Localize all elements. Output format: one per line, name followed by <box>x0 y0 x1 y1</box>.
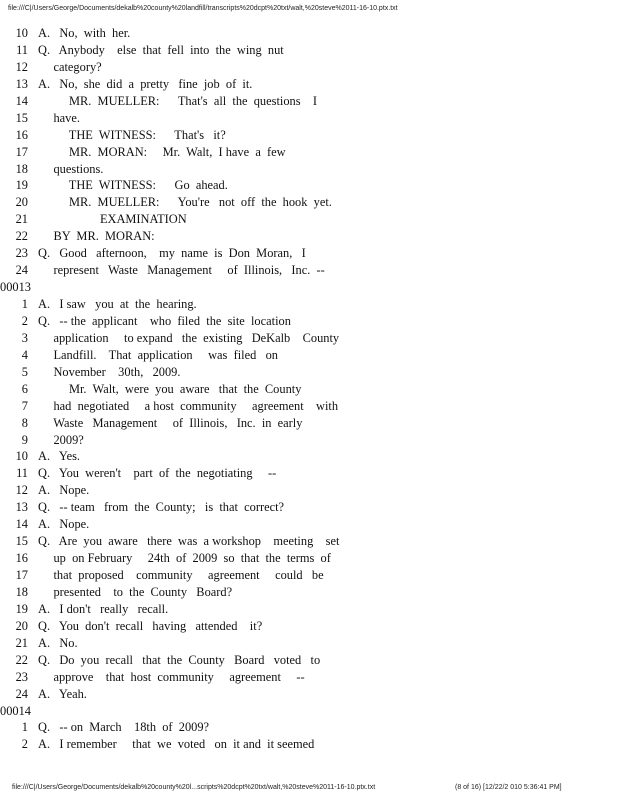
line-number: 2 <box>21 737 28 752</box>
transcript-line <box>12 110 612 127</box>
transcript-line <box>12 76 612 93</box>
page-number-marker: 00013 <box>0 280 31 295</box>
transcript-line <box>12 127 612 144</box>
transcript-line <box>12 499 612 516</box>
line-text: EXAMINATION <box>38 212 187 227</box>
transcript-body <box>0 25 612 753</box>
line-text: Waste Management of Illinois, Inc. in early <box>38 415 303 430</box>
transcript-line <box>12 533 612 550</box>
transcript-line <box>12 381 612 398</box>
line-text: THE WITNESS: Go ahead. <box>38 178 228 193</box>
line-text: Q. -- the applicant who filed the site location <box>38 313 291 328</box>
line-number: 21 <box>15 212 28 227</box>
line-text: Landfill. That application was filed on <box>38 347 278 362</box>
transcript-line <box>12 245 612 262</box>
transcript-line <box>12 42 612 59</box>
line-number: 14 <box>15 93 28 108</box>
transcript-line <box>12 652 612 669</box>
line-number: 22 <box>15 229 28 244</box>
transcript-line <box>12 686 612 703</box>
line-number: 14 <box>15 517 28 532</box>
transcript-line <box>12 59 612 76</box>
transcript-line <box>12 228 612 245</box>
transcript-line <box>12 262 612 279</box>
line-number: 16 <box>15 127 28 142</box>
line-text: A. I saw you at the hearing. <box>38 297 197 311</box>
transcript-line <box>12 194 612 211</box>
line-number: 20 <box>15 195 28 210</box>
line-number: 12 <box>15 483 28 498</box>
transcript-line <box>12 330 612 347</box>
transcript-line <box>12 516 612 533</box>
line-number: 19 <box>15 178 28 193</box>
line-text: Q. Do you recall that the County Board voted to <box>38 652 321 667</box>
line-number: 24 <box>15 263 28 278</box>
transcript-line <box>12 177 612 194</box>
line-number: 2 <box>21 313 28 328</box>
line-number: 17 <box>15 144 28 159</box>
line-text: Q. -- team from the County; is that correct? <box>38 500 285 515</box>
transcript-line <box>12 313 612 330</box>
file-path-header: file:///C|/Users/George/Documents/dekalb%20county%20landfill/transcripts%20dcpt%20txt/walt,%20steve%2011-16-10.ptx.txt <box>8 5 398 12</box>
transcript-line <box>12 567 612 584</box>
line-text: category? <box>38 59 102 74</box>
line-text: A. No, she did a pretty fine job of it. <box>38 76 253 91</box>
line-number: 5 <box>21 364 28 379</box>
line-text: represent Waste Management of Illinois, Inc. -- <box>38 263 325 278</box>
line-number: 1 <box>21 297 28 311</box>
transcript-line <box>12 669 612 686</box>
transcript-line <box>12 482 612 499</box>
transcript-line <box>12 719 612 736</box>
line-number: 23 <box>15 246 28 261</box>
line-text: presented to the County Board? <box>38 584 233 599</box>
line-text: A. No, with her. <box>38 26 131 40</box>
line-text: had negotiated a host community agreement with <box>38 398 339 413</box>
transcript-line <box>12 550 612 567</box>
line-text: A. Yeah. <box>38 686 87 701</box>
line-text: Q. Anybody else that fell into the wing nut <box>38 42 284 57</box>
line-text: Q. -- on March 18th of 2009? <box>38 720 210 735</box>
transcript-line <box>12 432 612 449</box>
transcript-line <box>12 25 612 42</box>
line-number: 20 <box>15 618 28 633</box>
transcript-line <box>12 584 612 601</box>
line-text: BY MR. MORAN: <box>38 229 155 244</box>
line-text: 2009? <box>38 432 84 447</box>
line-number: 18 <box>15 584 28 599</box>
line-number: 23 <box>15 669 28 684</box>
line-text: A. Nope. <box>38 517 90 532</box>
transcript-line <box>12 398 612 415</box>
transcript-line <box>12 347 612 364</box>
line-text: THE WITNESS: That's it? <box>38 127 226 142</box>
line-number: 17 <box>15 568 28 582</box>
line-number: 22 <box>15 652 28 667</box>
line-number: 15 <box>15 110 28 125</box>
line-number: 11 <box>16 466 28 481</box>
transcript-line <box>12 635 612 652</box>
line-number: 10 <box>15 449 28 464</box>
transcript-line <box>12 465 612 482</box>
line-text: MR. MUELLER: That's all the questions I <box>38 93 318 108</box>
line-number: 16 <box>15 551 28 566</box>
line-text: A. I don't really recall. <box>38 601 169 616</box>
line-number: 19 <box>15 601 28 616</box>
line-number: 1 <box>21 720 28 735</box>
transcript-line <box>12 618 612 635</box>
line-number: 18 <box>15 161 28 176</box>
line-number: 13 <box>15 500 28 515</box>
line-number: 10 <box>15 26 28 40</box>
transcript-line <box>12 161 612 178</box>
line-text: application to expand the existing DeKalb County <box>38 330 340 345</box>
line-number: 7 <box>21 398 28 413</box>
transcript-line <box>12 736 612 753</box>
line-text: November 30th, 2009. <box>38 364 181 379</box>
line-text: MR. MUELLER: You're not off the hook yet. <box>38 195 332 210</box>
transcript-line <box>12 364 612 381</box>
line-text: questions. <box>38 161 104 176</box>
line-text: A. I remember that we voted on it and it seemed <box>38 737 315 752</box>
line-text: up on February 24th of 2009 so that the terms of <box>38 551 331 566</box>
line-number: 24 <box>15 686 28 701</box>
line-text: that proposed community agreement could be <box>38 568 324 582</box>
line-text: MR. MORAN: Mr. Walt, I have a few <box>38 144 286 159</box>
line-number: 4 <box>21 347 28 362</box>
line-number: 21 <box>15 635 28 650</box>
line-number: 11 <box>16 42 28 57</box>
transcript-line <box>12 296 612 313</box>
line-text: A. Nope. <box>38 483 90 498</box>
line-text: approve that host community agreement -- <box>38 669 305 684</box>
transcript-line <box>12 144 612 161</box>
line-text: Q. You weren't part of the negotiating -- <box>38 466 277 481</box>
file-path-footer: file:///C|/Users/George/Documents/dekalb%20county%20l...scripts%20dcpt%20txt/walt,%20steve%2011-16-10.ptx.txt <box>12 784 376 791</box>
line-number: 15 <box>15 534 28 549</box>
line-number: 12 <box>15 59 28 74</box>
transcript-line <box>12 93 612 110</box>
line-text: Q. Good afternoon, my name is Don Moran, I <box>38 246 306 261</box>
line-text: A. Yes. <box>38 449 81 464</box>
page-info-footer: (8 of 16) [12/22/2 010 5:36:41 PM] <box>455 784 562 791</box>
line-text: A. No. <box>38 635 78 650</box>
transcript-line <box>12 601 612 618</box>
line-text: Mr. Walt, were you aware that the County <box>38 381 302 396</box>
line-number: 8 <box>21 415 28 430</box>
line-number: 3 <box>21 330 28 345</box>
transcript-line <box>12 448 612 465</box>
line-text: Q. You don't recall having attended it? <box>38 618 263 633</box>
transcript-line <box>12 415 612 432</box>
line-number: 9 <box>21 432 28 447</box>
page-number-marker: 00014 <box>0 703 31 718</box>
transcript-line <box>12 211 612 228</box>
line-number: 6 <box>21 381 28 396</box>
line-text: Q. Are you aware there was a workshop meeting set <box>38 534 340 549</box>
line-number: 13 <box>15 76 28 91</box>
line-text: have. <box>38 110 80 125</box>
